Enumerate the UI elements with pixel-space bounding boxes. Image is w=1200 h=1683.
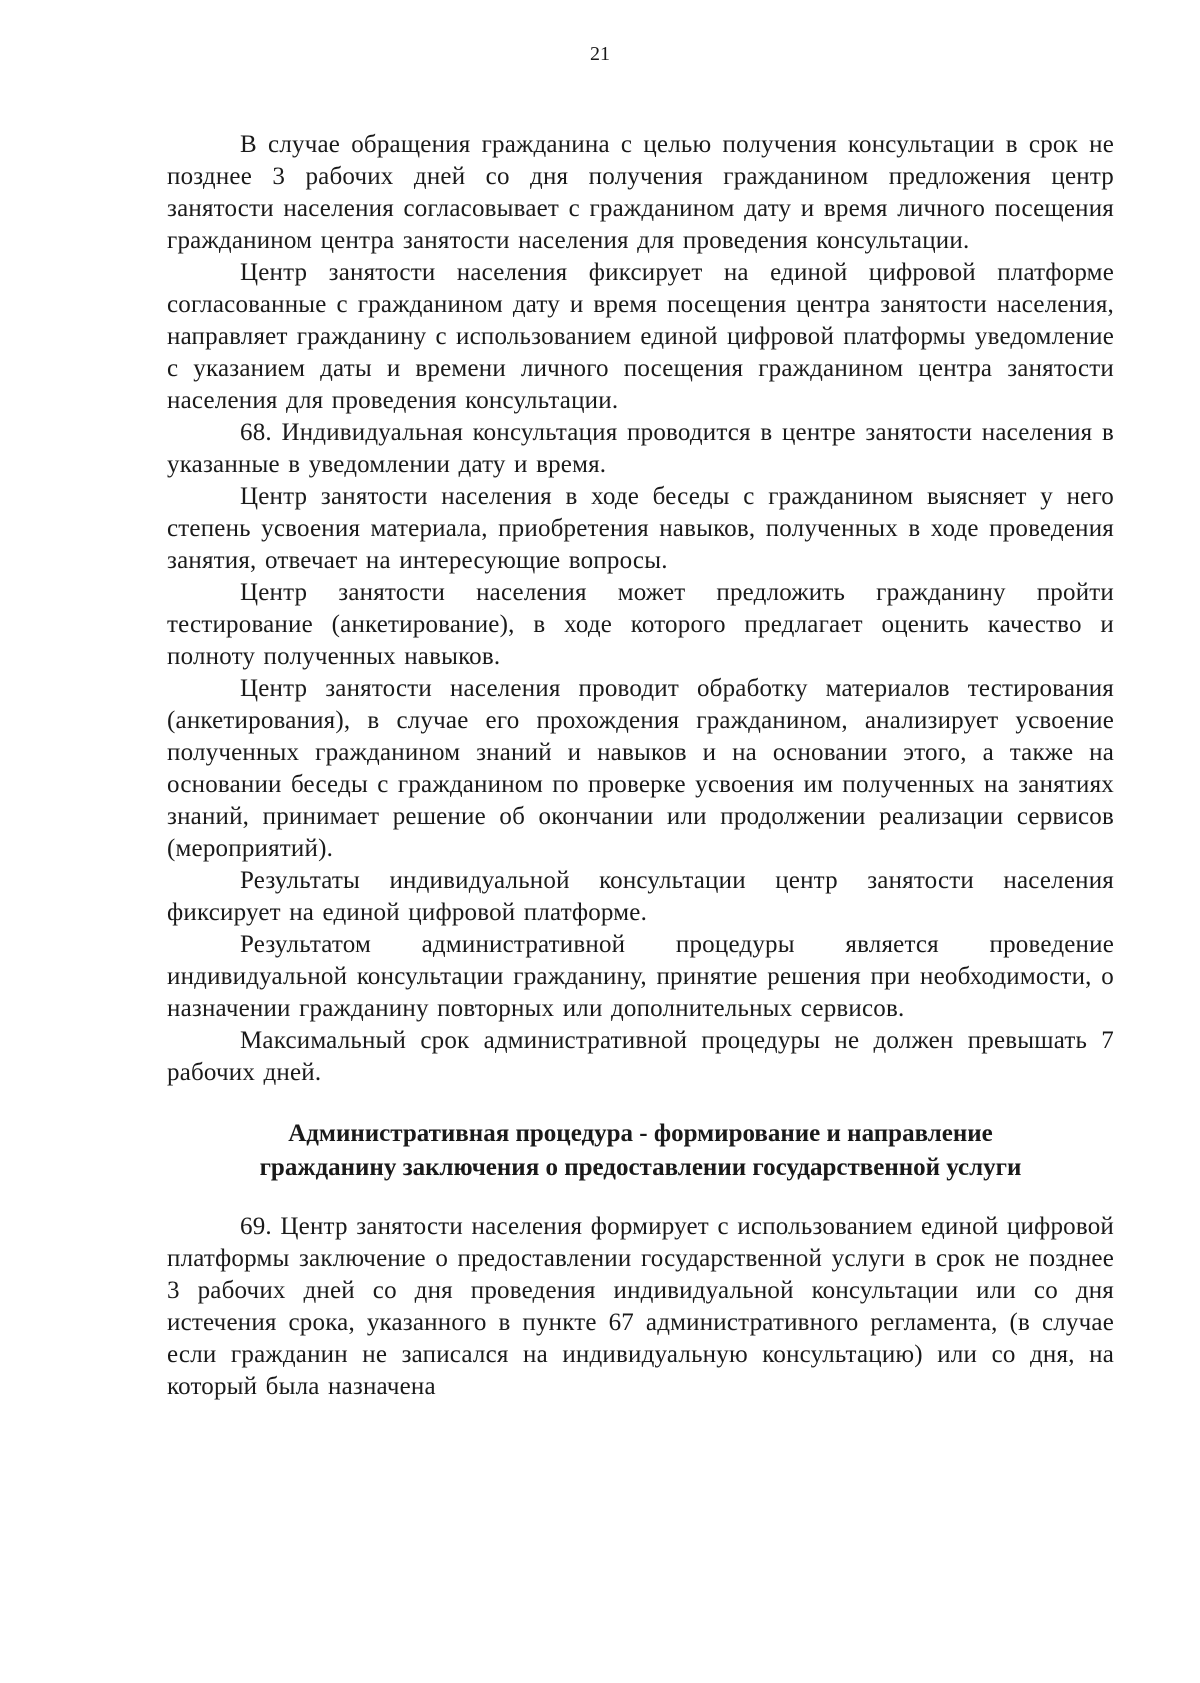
paragraph: В случае обращения гражданина с целью получения консультации в срок не позднее 3 рабочих дней со дня получения гражданином предложения центр занятости населения согласовывает с гражданином дату и время личного посещения гражданином центра занятости населения для проведения консультации.: [167, 131, 1114, 254]
section-heading-line-1: Административная процедура - формирование и направление: [288, 1120, 993, 1147]
paragraph: Центр занятости населения может предложить гражданину пройти тестирование (анкетирование), в ходе которого предлагает оценить качество и полноту полученных навыков.: [167, 579, 1114, 670]
paragraph: Результаты индивидуальной консультации центр занятости населения фиксирует на единой цифровой платформе.: [167, 867, 1114, 926]
paragraph: Результатом административной процедуры является проведение индивидуальной консультации гражданину, принятие решения при необходимости, о назначении гражданину повторных или дополнительных сервисов.: [167, 931, 1114, 1022]
paragraph: Центр занятости населения в ходе беседы с гражданином выясняет у него степень усвоения материала, приобретения навыков, полученных в ходе проведения занятия, отвечает на интересующие вопросы.: [167, 483, 1114, 574]
paragraph: 69. Центр занятости населения формирует с использованием единой цифровой платформы заключение о предоставлении государственной услуги в срок не позднее 3 рабочих дней со дня проведения индивидуальной консультации или со дня истечения срока, указанного в пункте 67 административного регламента, (в случае если гражданин не записался на индивидуальную консультацию) или со дня, на который была назначена: [167, 1213, 1114, 1400]
paragraph: Центр занятости населения проводит обработку материалов тестирования (анкетирования), в случае его прохождения гражданином, анализирует усвоение полученных гражданином знаний и навыков и на основании этого, а также на основании беседы с гражданином по проверке усвоения им полученных на занятиях знаний, принимает решение об окончании или продолжении реализации сервисов (мероприятий).: [167, 675, 1114, 862]
section-heading: [167, 1117, 1114, 1185]
document-body: [167, 129, 1114, 1403]
page-number: 21: [590, 43, 610, 65]
section-heading-line-2: гражданину заключения о предоставлении государственной услуги: [259, 1154, 1022, 1181]
paragraph: Центр занятости населения фиксирует на единой цифровой платформе согласованные с гражданином дату и время посещения центра занятости населения, направляет гражданину с использованием единой цифровой платформы уведомление с указанием даты и времени личного посещения гражданином центра занятости населения для проведения консультации.: [167, 259, 1114, 414]
paragraph: Максимальный срок административной процедуры не должен превышать 7 рабочих дней.: [167, 1027, 1114, 1086]
paragraph: 68. Индивидуальная консультация проводится в центре занятости населения в указанные в уведомлении дату и время.: [167, 419, 1114, 478]
